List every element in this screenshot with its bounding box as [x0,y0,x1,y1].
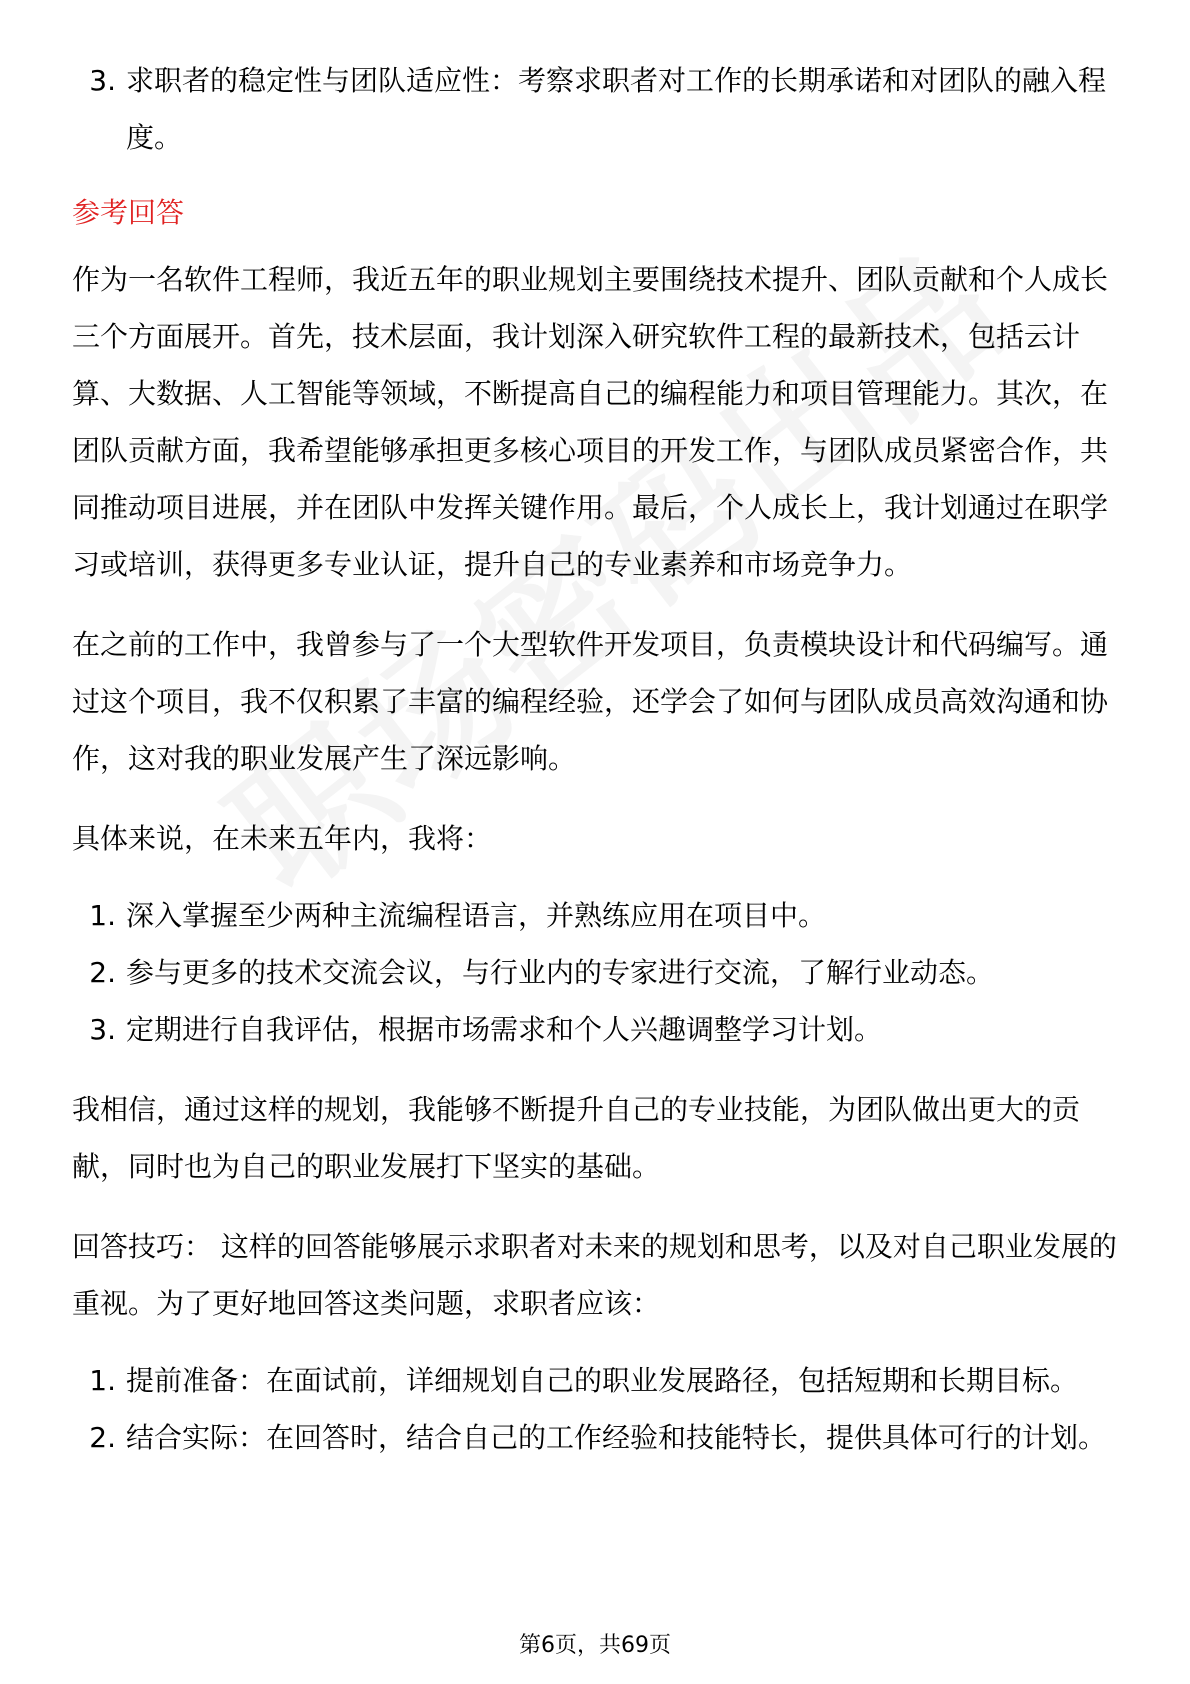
paragraph: 具体来说，在未来五年内，我将： [72,822,493,855]
list-item [72,1352,1124,1409]
list-item-text: 提前准备：在面试前，详细规划自己的职业发展路径，包括短期和长期目标。 [126,1364,1079,1397]
document-body [72,52,1124,1466]
list-item-text: 结合实际：在回答时，结合自己的工作经验和技能特长，提供具体可行的计划。 [126,1421,1107,1454]
list-item-text: 深入掌握至少两种主流编程语言，并熟练应用在项目中。 [126,899,827,932]
list-number: 2. [89,956,116,989]
paragraph: 在之前的工作中，我曾参与了一个大型软件开发项目，负责模块设计和代码编写。通过这个项目，我不仅积累了丰富的编程经验，还学会了如何与团队成员高效沟通和协作，这对我的职业发展产生了深远影响。 [72,628,1109,775]
list-number: 3. [89,64,116,97]
paragraph: 回答技巧： 这样的回答能够展示求职者对未来的规划和思考，以及对自己职业发展的重视。为了更好地回答这类问题，求职者应该： [72,1230,1117,1320]
plan-list [72,887,1124,1058]
tips-list [72,1352,1124,1466]
list-item [72,1409,1124,1466]
page-footer: 第6页，共69页 [519,1633,671,1658]
criteria-list [72,52,1124,166]
list-number: 1. [89,1364,116,1397]
list-item-text: 定期进行自我评估，根据市场需求和个人兴趣调整学习计划。 [126,1013,883,1046]
paragraph: 作为一名软件工程师，我近五年的职业规划主要围绕技术提升、团队贡献和个人成长三个方面展开。首先，技术层面，我计划深入研究软件工程的最新技术，包括云计算、大数据、人工智能等领域，不断提高自己的编程能力和项目管理能力。其次，在团队贡献方面，我希望能够承担更多核心项目的开发工作，与团队成员紧密合作，共同推动项目进展，并在团队中发挥关键作用。最后，个人成长上，我计划通过在职学习或培训，获得更多专业认证，提升自己的专业素养和市场竞争力。 [72,263,1109,581]
list-number: 3. [89,1013,116,1046]
list-number: 1. [89,899,116,932]
list-item [72,52,1124,166]
list-item-text: 参与更多的技术交流会议，与行业内的专家进行交流，了解行业动态。 [126,956,995,989]
list-number: 2. [89,1421,116,1454]
paragraph: 我相信，通过这样的规划，我能够不断提升自己的专业技能，为团队做出更大的贡献，同时也为自己的职业发展打下坚实的基础。 [72,1093,1081,1183]
section-heading: 参考回答 [72,196,185,229]
list-item [72,944,1124,1001]
list-item [72,1001,1124,1058]
list-item [72,887,1124,944]
list-item-text: 求职者的稳定性与团队适应性：考察求职者对工作的长期承诺和对团队的融入程度。 [126,64,1107,154]
